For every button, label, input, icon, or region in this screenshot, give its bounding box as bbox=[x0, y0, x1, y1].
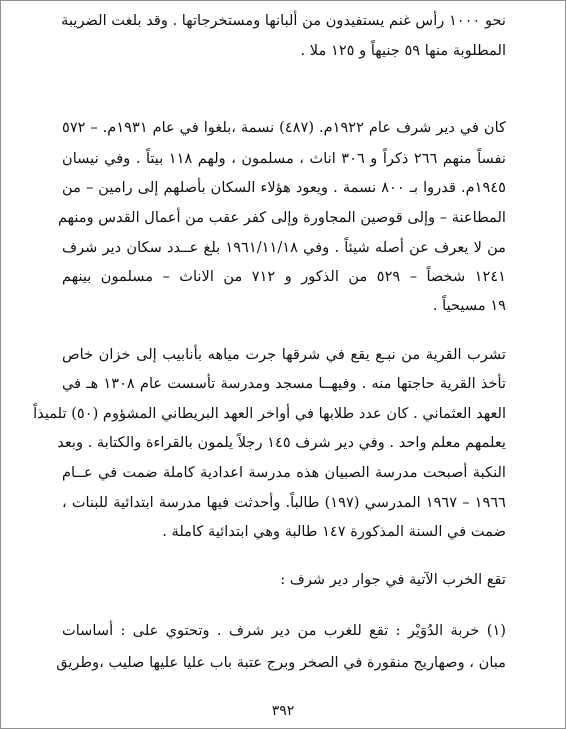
text-line: ضمت في السنة المذكورة ١٤٧ طالبة وهي ابتدائية كاملة . bbox=[162, 523, 506, 540]
text-line: النكبة أصبحت مدرسة الصبيان هذه مدرسة اعدادية كاملة ضمت في عــام bbox=[62, 464, 506, 481]
text-line: ١٩٦٦ – ١٩٦٧ المدرسي (١٩٧) طالباً. وأحدثت فيها مدرسة ابتدائية للبنات ، bbox=[62, 494, 506, 511]
text-line: يعلمهم معلم واحد . وفي دير شرف ١٤٥ رجلاً يلمون بالقراءة والكتابة . وبعد bbox=[57, 434, 506, 451]
text-line: تقع الخرب الآتية في جوار دير شرف : bbox=[280, 571, 506, 588]
text-line: تشرب القرية من نبـع يقع في شرقها جرت مياهه بأنابيب إلى خزان خاص bbox=[62, 346, 506, 363]
text-line: (١) خربة الدُوَيْر : تقع للغرب من دير شرف . وتحتوي على : أساسات bbox=[62, 622, 506, 639]
text-line: المطلوبة منها ٥٩ جنيهاً و ١٢٥ ملا . bbox=[300, 42, 506, 59]
text-line: ١٢٤١ شخصاً – ٥٢٩ من الذكور و ٧١٢ من الاناث – مسلمون بينهم bbox=[62, 268, 506, 285]
text-line: من لا يعرف عن أصله شيئاً . وفي ١٩٦١/١١/١٨ بلغ عــدد سكان دير شرف bbox=[62, 239, 506, 256]
text-line: كان في دير شرف عام ١٩٢٢م. (٤٨٧) نسمة ،بلغوا في عام ١٩٣١م. – ٥٧٢ bbox=[62, 119, 506, 136]
text-line: نحو ١٠٠٠ رأس غنم يستفيدون من ألبانها ومستخرجاتها . وقد بلغت الضريبة bbox=[61, 12, 506, 29]
text-line: العهد العثماني . كان عدد طلابها في أواخر العهد البريطاني المشؤوم (٥٠) تلميذاً bbox=[33, 405, 506, 422]
text-line: نفساً منهم ٢٦٦ ذكراً و ٣٠٦ اناث ، مسلمون ، ولهم ١١٨ بيتاً . وفي نيسان bbox=[62, 150, 506, 167]
text-line: ١٩٤٥م. قدروا بـ ٨٠٠ نسمة . ويعود هؤلاء السكان بأصلهم إلى رامين – من bbox=[62, 179, 506, 196]
page-number: ٣٩٢ bbox=[271, 703, 295, 719]
text-line: مبان ، وصهاريج منقورة في الصخر وبرج عتبة باب عليا عليها صليب ،وطريق bbox=[56, 654, 506, 671]
text-line: المطاعنة – وإلى قوصين المجاورة وإلى كفر عقب من أعمال القدس ومنهم bbox=[57, 209, 506, 226]
text-line: تأخذ القرية حاجتها منه . وفيهــا مسجد ومدرسة تأسست عام ١٣٠٨ هـ في bbox=[62, 375, 507, 392]
text-line: ١٩ مسيحياً . bbox=[432, 297, 506, 314]
